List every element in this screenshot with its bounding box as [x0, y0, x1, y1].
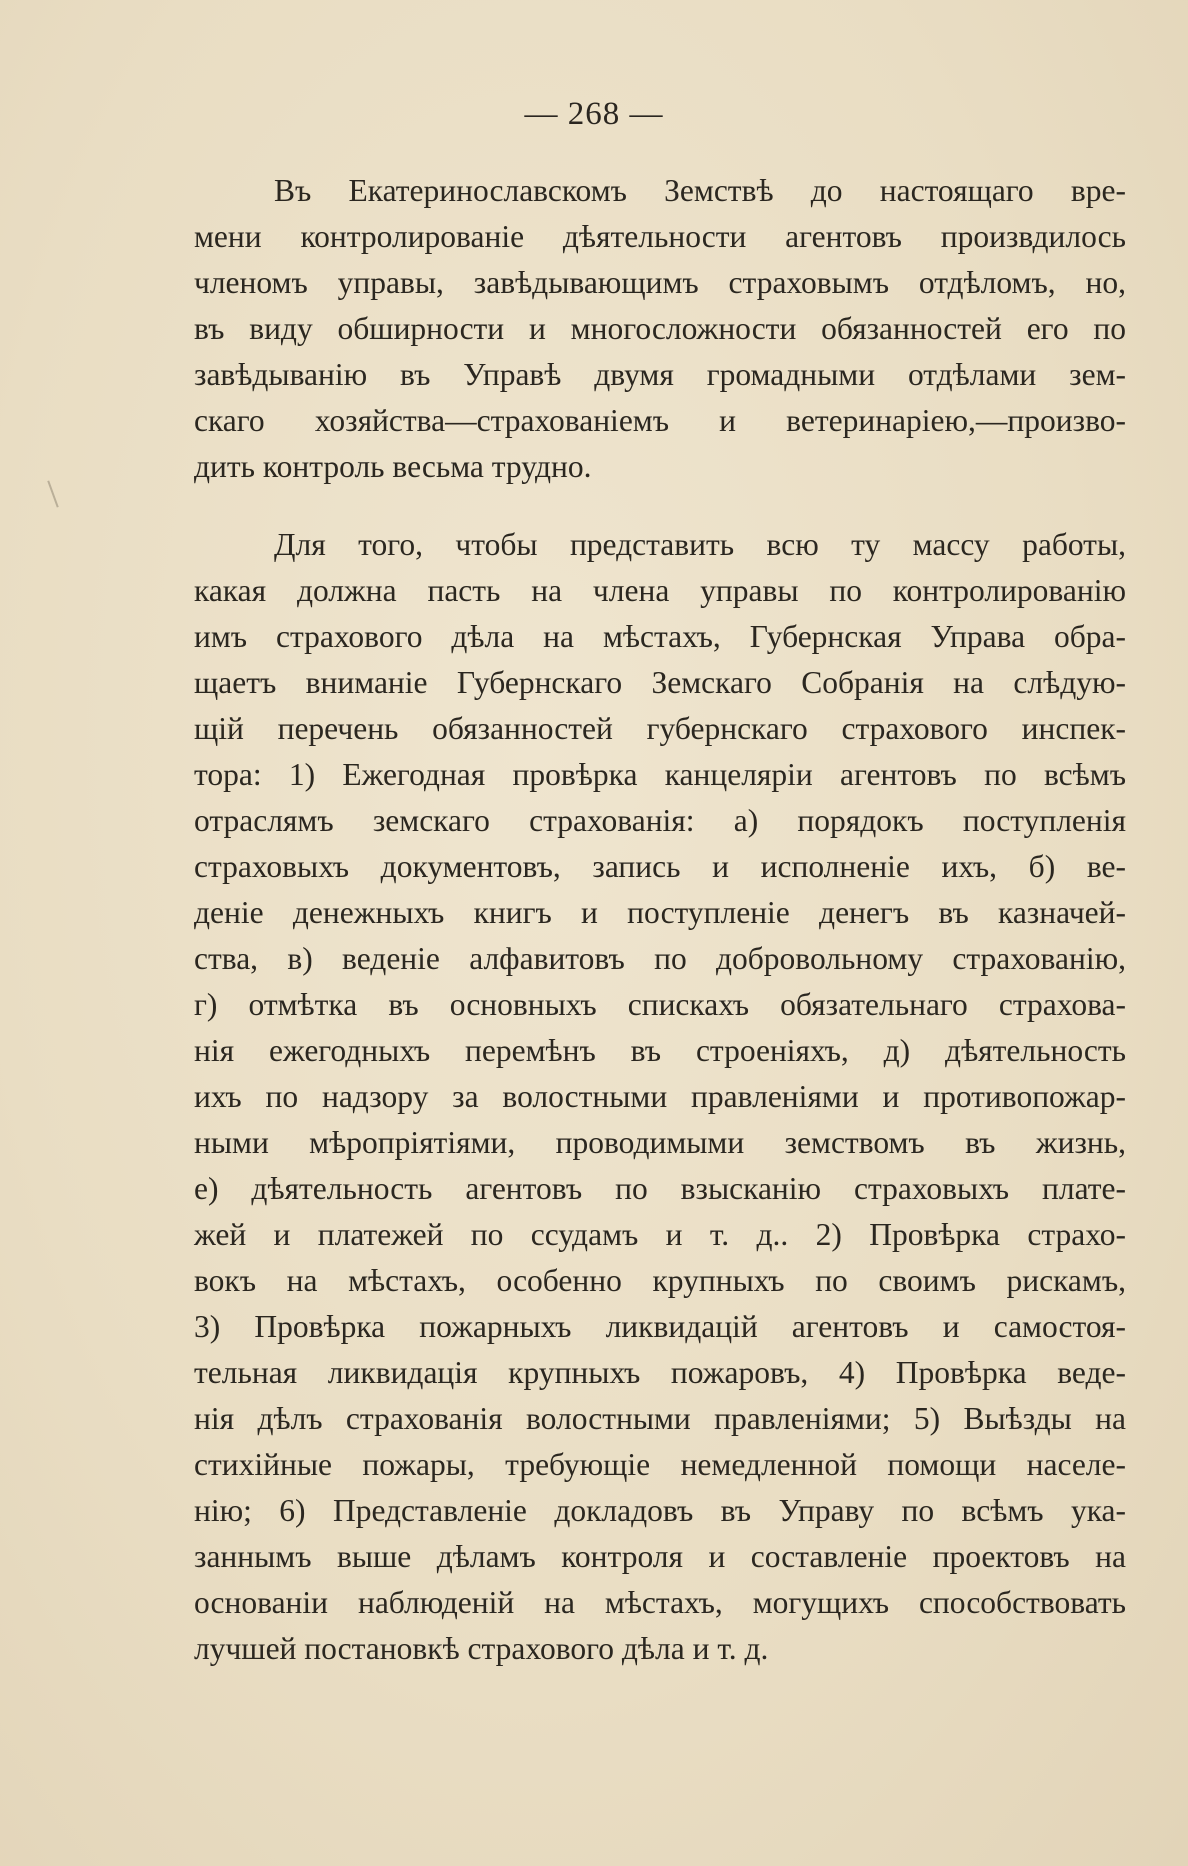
text-line: нія дѣлъ страхованія волостными правленіями; 5) Выѣзды на — [194, 1401, 1126, 1436]
text-line: ства, в) веденіе алфавитовъ по добровольному страхованію, — [194, 941, 1126, 976]
text-line: имъ страхового дѣла на мѣстахъ, Губернская Управа обра- — [194, 619, 1126, 654]
text-line: Въ Екатеринославскомъ Земствѣ до настоящаго вре- — [274, 173, 1126, 208]
text-line: отраслямъ земскаго страхованія: а) порядокъ поступленія — [194, 803, 1126, 838]
text-line: ихъ по надзору за волостными правленіями и противопожар- — [194, 1079, 1126, 1114]
paragraph-1 — [194, 168, 1126, 490]
text-line: дить контроль весьма трудно. — [194, 449, 592, 484]
text-line: въ виду обширности и многосложности обязанностей его по — [194, 311, 1126, 346]
text-line: тора: 1) Ежегодная провѣрка канцеляріи агентовъ по всѣмъ — [194, 757, 1126, 792]
text-line: завѣдыванію въ Управѣ двумя громадными отдѣлами зем- — [194, 357, 1126, 392]
text-line: тельная ликвидація крупныхъ пожаровъ, 4) Провѣрка веде- — [194, 1355, 1126, 1390]
text-line: 3) Провѣрка пожарныхъ ликвидацій агентовъ и самостоя- — [194, 1309, 1126, 1344]
text-line: мени контролированіе дѣятельности агентовъ произвдилось — [194, 219, 1126, 254]
text-line: е) дѣятельность агентовъ по взысканію страховыхъ плате- — [194, 1171, 1126, 1206]
text-line: лучшей постановкѣ страхового дѣла и т. д. — [194, 1631, 769, 1666]
margin-mark — [47, 481, 58, 508]
text-line: скаго хозяйства—страхованіемъ и ветеринаріею,—произво- — [194, 403, 1126, 438]
text-line: стихійные пожары, требующіе немедленной помощи населе- — [194, 1447, 1126, 1482]
text-line: Для того, чтобы представить всю ту массу работы, — [274, 527, 1126, 562]
text-line: вокъ на мѣстахъ, особенно крупныхъ по своимъ рискамъ, — [194, 1263, 1126, 1298]
text-line: нію; 6) Представленіе докладовъ въ Управу по всѣмъ ука- — [194, 1493, 1126, 1528]
paragraph-2 — [194, 522, 1126, 1672]
text-line: основаніи наблюденій на мѣстахъ, могущихъ способствовать — [194, 1585, 1126, 1620]
page-number: — 268 — — [524, 96, 664, 132]
text-line: членомъ управы, завѣдывающимъ страховымъ отдѣломъ, но, — [194, 265, 1126, 300]
text-line: заннымъ выше дѣламъ контроля и составленіе проектовъ на — [194, 1539, 1126, 1574]
text-line: деніе денежныхъ книгъ и поступленіе денегъ въ казначей- — [194, 895, 1126, 930]
text-line: страховыхъ документовъ, запись и исполненіе ихъ, б) ве- — [194, 849, 1126, 884]
text-line: ными мѣропріятіями, проводимыми земствомъ въ жизнь, — [194, 1125, 1126, 1160]
text-line: щаетъ вниманіе Губернскаго Земскаго Собранія на слѣдую- — [194, 665, 1126, 700]
text-line: нія ежегодныхъ перемѣнъ въ строеніяхъ, д) дѣятельность — [194, 1033, 1126, 1068]
text-line: щій перечень обязанностей губернскаго страхового инспек- — [194, 711, 1126, 746]
text-line: г) отмѣтка въ основныхъ спискахъ обязательнаго страхова- — [194, 987, 1126, 1022]
text-line: жей и платежей по ссудамъ и т. д.. 2) Провѣрка страхо- — [194, 1217, 1126, 1252]
text-line: какая должна пасть на члена управы по контролированію — [194, 573, 1126, 608]
